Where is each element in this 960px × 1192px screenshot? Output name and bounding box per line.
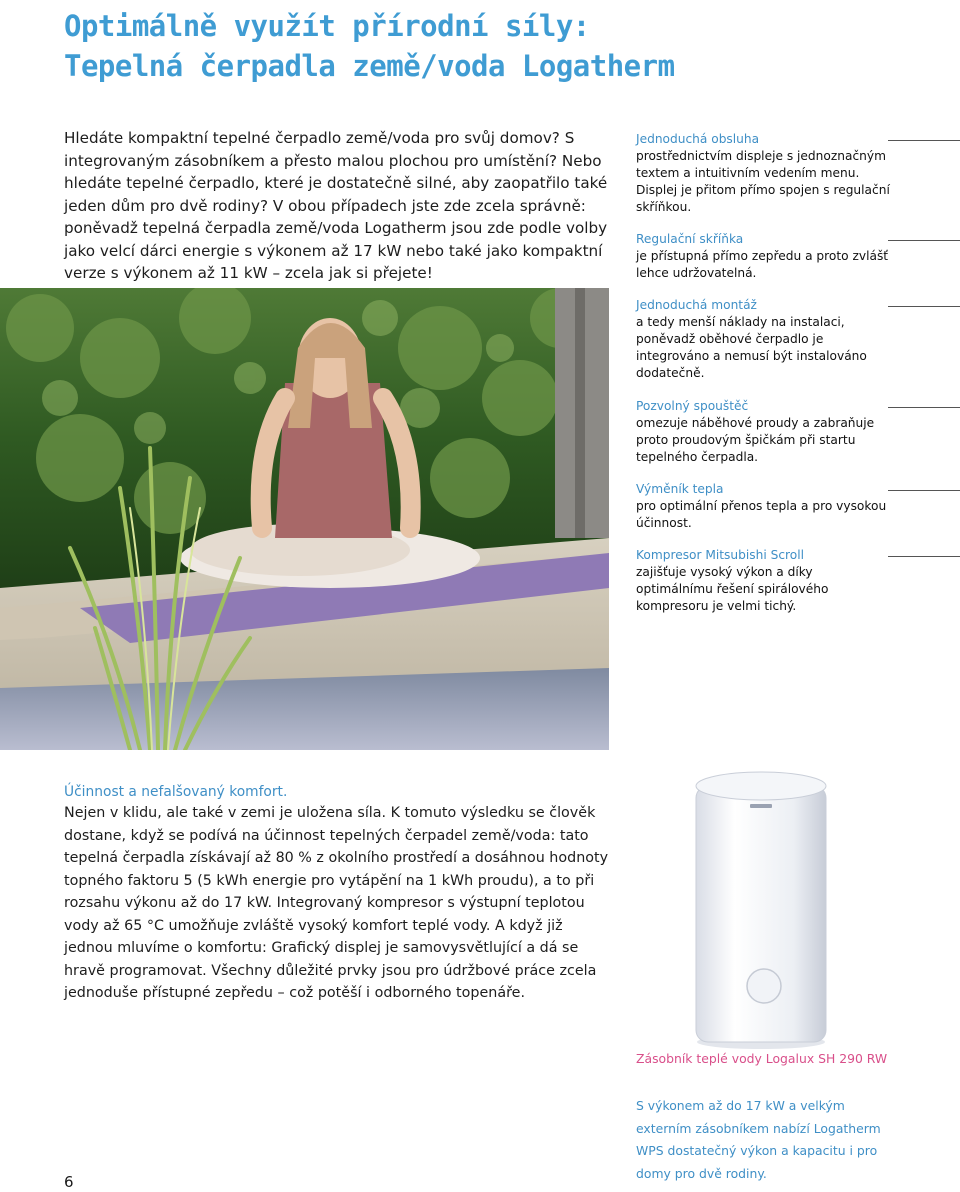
feature-description: zajišťuje vysoký výkon a díky optimálnímu řešení spirálového kompresoru je velmi tichý. [636, 565, 829, 613]
feature-description: pro optimální přenos tepla a pro vysokou účinnost. [636, 499, 887, 530]
feature-item [636, 231, 960, 282]
feature-title: Jednoduchá obsluha [636, 132, 760, 146]
feature-description: a tedy menší náklady na instalaci, poněvadž oběhové čerpadlo je integrováno a nemusí být instalováno dodatečně. [636, 315, 867, 380]
feature-description: omezuje náběhové proudy a zabraňuje proto proudovým špičkám při startu tepelného čerpadla. [636, 416, 875, 464]
water-tank-image [690, 768, 832, 1050]
feature-description: je přístupná přímo zepředu a proto zvlášť lehce udržovatelná. [636, 249, 889, 280]
feature-title: Pozvolný spouštěč [636, 399, 749, 413]
title-line-2: Tepelná čerpadla země/voda Logatherm [64, 49, 675, 83]
feature-title: Regulační skříňka [636, 232, 744, 246]
title-line-1: Optimálně využít přírodní síly: [64, 9, 590, 43]
intro-paragraph: Hledáte kompaktní tepelné čerpadlo země/voda pro svůj domov? S integrovaným zásobníkem a přesto malou plochou pro umístění? Nebo hledáte tepelné čerpadlo, které je dostatečně silné, aby zaopatřilo také jeden dům pro dvě rodiny? V obou případech jste zde zcela správně: poněvadž tepelná čerpadla země/voda Logatherm jsou zde podle volby jako velcí dárci energie s výkonem až 17 kW nebo také jako kompaktní verze s výkonem až 11 kW – zcela jak si přejete! [64, 129, 608, 282]
leader-line [888, 140, 960, 141]
page-title [64, 6, 675, 86]
feature-item [636, 547, 960, 615]
leader-line [888, 556, 960, 557]
product-caption: Zásobník teplé vody Logalux SH 290 RW [636, 1051, 888, 1066]
feature-title: Jednoduchá montáž [636, 298, 757, 312]
yoga-garden-photo [0, 288, 609, 750]
feature-item [636, 398, 960, 466]
section-body: Nejen v klidu, ale také v zemi je uložena síla. K tomuto výsledku se člověk dostane, když se podívá na účinnost tepelných čerpadel země/voda: tato tepelná čerpadla získávají až 80 % z okolního prostředí a dosáhnou hodnoty topného faktoru 5 (5 kWh energie pro vytápění na 1 kWh proudu), a to při rozsahu výkonu až do 17 kW. Integrovaný kompresor s výstupní teplotou vody až 65 °C umožňuje zvláště vysoký komfort teplé vody. A když již jednou mluvíme o komfortu: Grafický displej je samovysvětlující a dá se hravě programovat. Všechny důležité prvky jsou pro údržbové práce zcela jednoduše přístupné zepředu – což potěší i odborného topenáře. [64, 805, 609, 1001]
feature-description: prostřednictvím displeje s jednoznačným textem a intuitivním vedením menu. Displej je přitom přímo spojen s regulační skříňkou. [636, 149, 890, 214]
feature-item [636, 297, 960, 382]
section-heading: Účinnost a nefalšovaný komfort. [64, 784, 288, 800]
page-number: 6 [64, 1173, 74, 1191]
efficiency-section [64, 782, 612, 1005]
feature-item [636, 481, 960, 532]
leader-line [888, 240, 960, 241]
product-note: S výkonem až do 17 kW a velkým externím zásobníkem nabízí Logatherm WPS dostatečný výkon a kapacitu i pro domy pro dvě rodiny. [636, 1098, 881, 1181]
feature-title: Kompresor Mitsubishi Scroll [636, 548, 804, 562]
leader-line [888, 407, 960, 408]
feature-title: Výměník tepla [636, 482, 724, 496]
leader-line [888, 306, 960, 307]
feature-item [636, 131, 960, 216]
leader-line [888, 490, 960, 491]
